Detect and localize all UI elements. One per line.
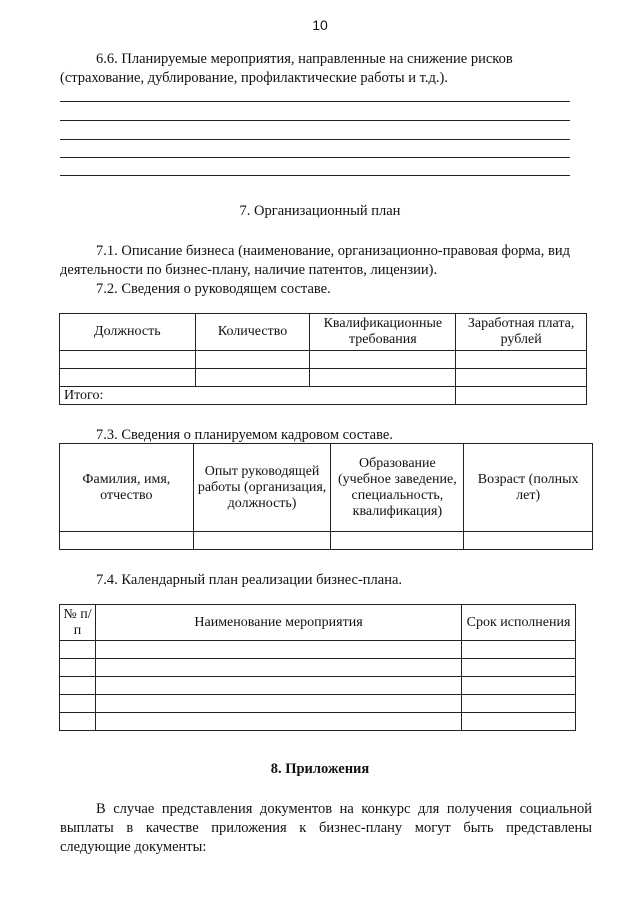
blank-line <box>60 101 570 102</box>
blank-line <box>60 175 570 176</box>
header-education: Образование (учебное заведение, специальность, квалификация) <box>331 444 464 532</box>
section-8-line1: В случае представления документов на конкурс для получения социальной <box>96 801 592 817</box>
header-quantity: Количество <box>195 314 310 351</box>
table-row <box>60 713 576 731</box>
calendar-table <box>59 604 576 731</box>
header-qualification: Квалификационные требования <box>310 314 456 351</box>
total-row <box>60 387 587 405</box>
section-7-1-line2: деятельности по бизнес-плану, наличие патентов, лицензии). <box>60 262 438 278</box>
section-8-line3: следующие документы: <box>60 839 207 855</box>
table-row <box>60 351 587 369</box>
section-7-3: 7.3. Сведения о планируемом кадровом составе. <box>96 427 393 443</box>
staff-table <box>59 443 593 550</box>
section-7-2: 7.2. Сведения о руководящем составе. <box>96 281 331 297</box>
table-row <box>60 369 587 387</box>
header-deadline: Срок исполнения <box>462 605 576 641</box>
section-8-heading: 8. Приложения <box>270 761 370 777</box>
section-6-6-line2: (страхование, дублирование, профилактические работы и т.д.). <box>60 70 448 86</box>
table-row <box>60 532 593 550</box>
section-7-heading: 7. Организационный план <box>239 203 401 219</box>
header-full-name: Фамилия, имя, отчество <box>60 444 194 532</box>
page-number: 10 <box>312 17 328 33</box>
section-7-1-line1: 7.1. Описание бизнеса (наименование, организационно-правовая форма, вид <box>96 243 570 259</box>
header-experience: Опыт руководящей работы (организация, должность) <box>193 444 331 532</box>
table-row <box>60 695 576 713</box>
header-number: № п/п <box>60 605 96 641</box>
table-row <box>60 641 576 659</box>
total-label: Итого: <box>60 387 456 405</box>
management-table <box>59 313 587 405</box>
table-row <box>60 677 576 695</box>
table-row <box>60 659 576 677</box>
blank-line <box>60 139 570 140</box>
blank-line <box>60 120 570 121</box>
section-7-4: 7.4. Календарный план реализации бизнес-плана. <box>96 572 403 588</box>
header-position: Должность <box>60 314 196 351</box>
header-event-name: Наименование мероприятия <box>95 605 461 641</box>
section-8-line2: выплаты в качестве приложения к бизнес-плану могут быть представлены <box>60 820 592 836</box>
section-6-6-line1: 6.6. Планируемые мероприятия, направленные на снижение рисков <box>96 51 513 67</box>
header-age: Возраст (полных лет) <box>464 444 593 532</box>
blank-line <box>60 157 570 158</box>
header-salary: Заработная плата, рублей <box>456 314 587 351</box>
